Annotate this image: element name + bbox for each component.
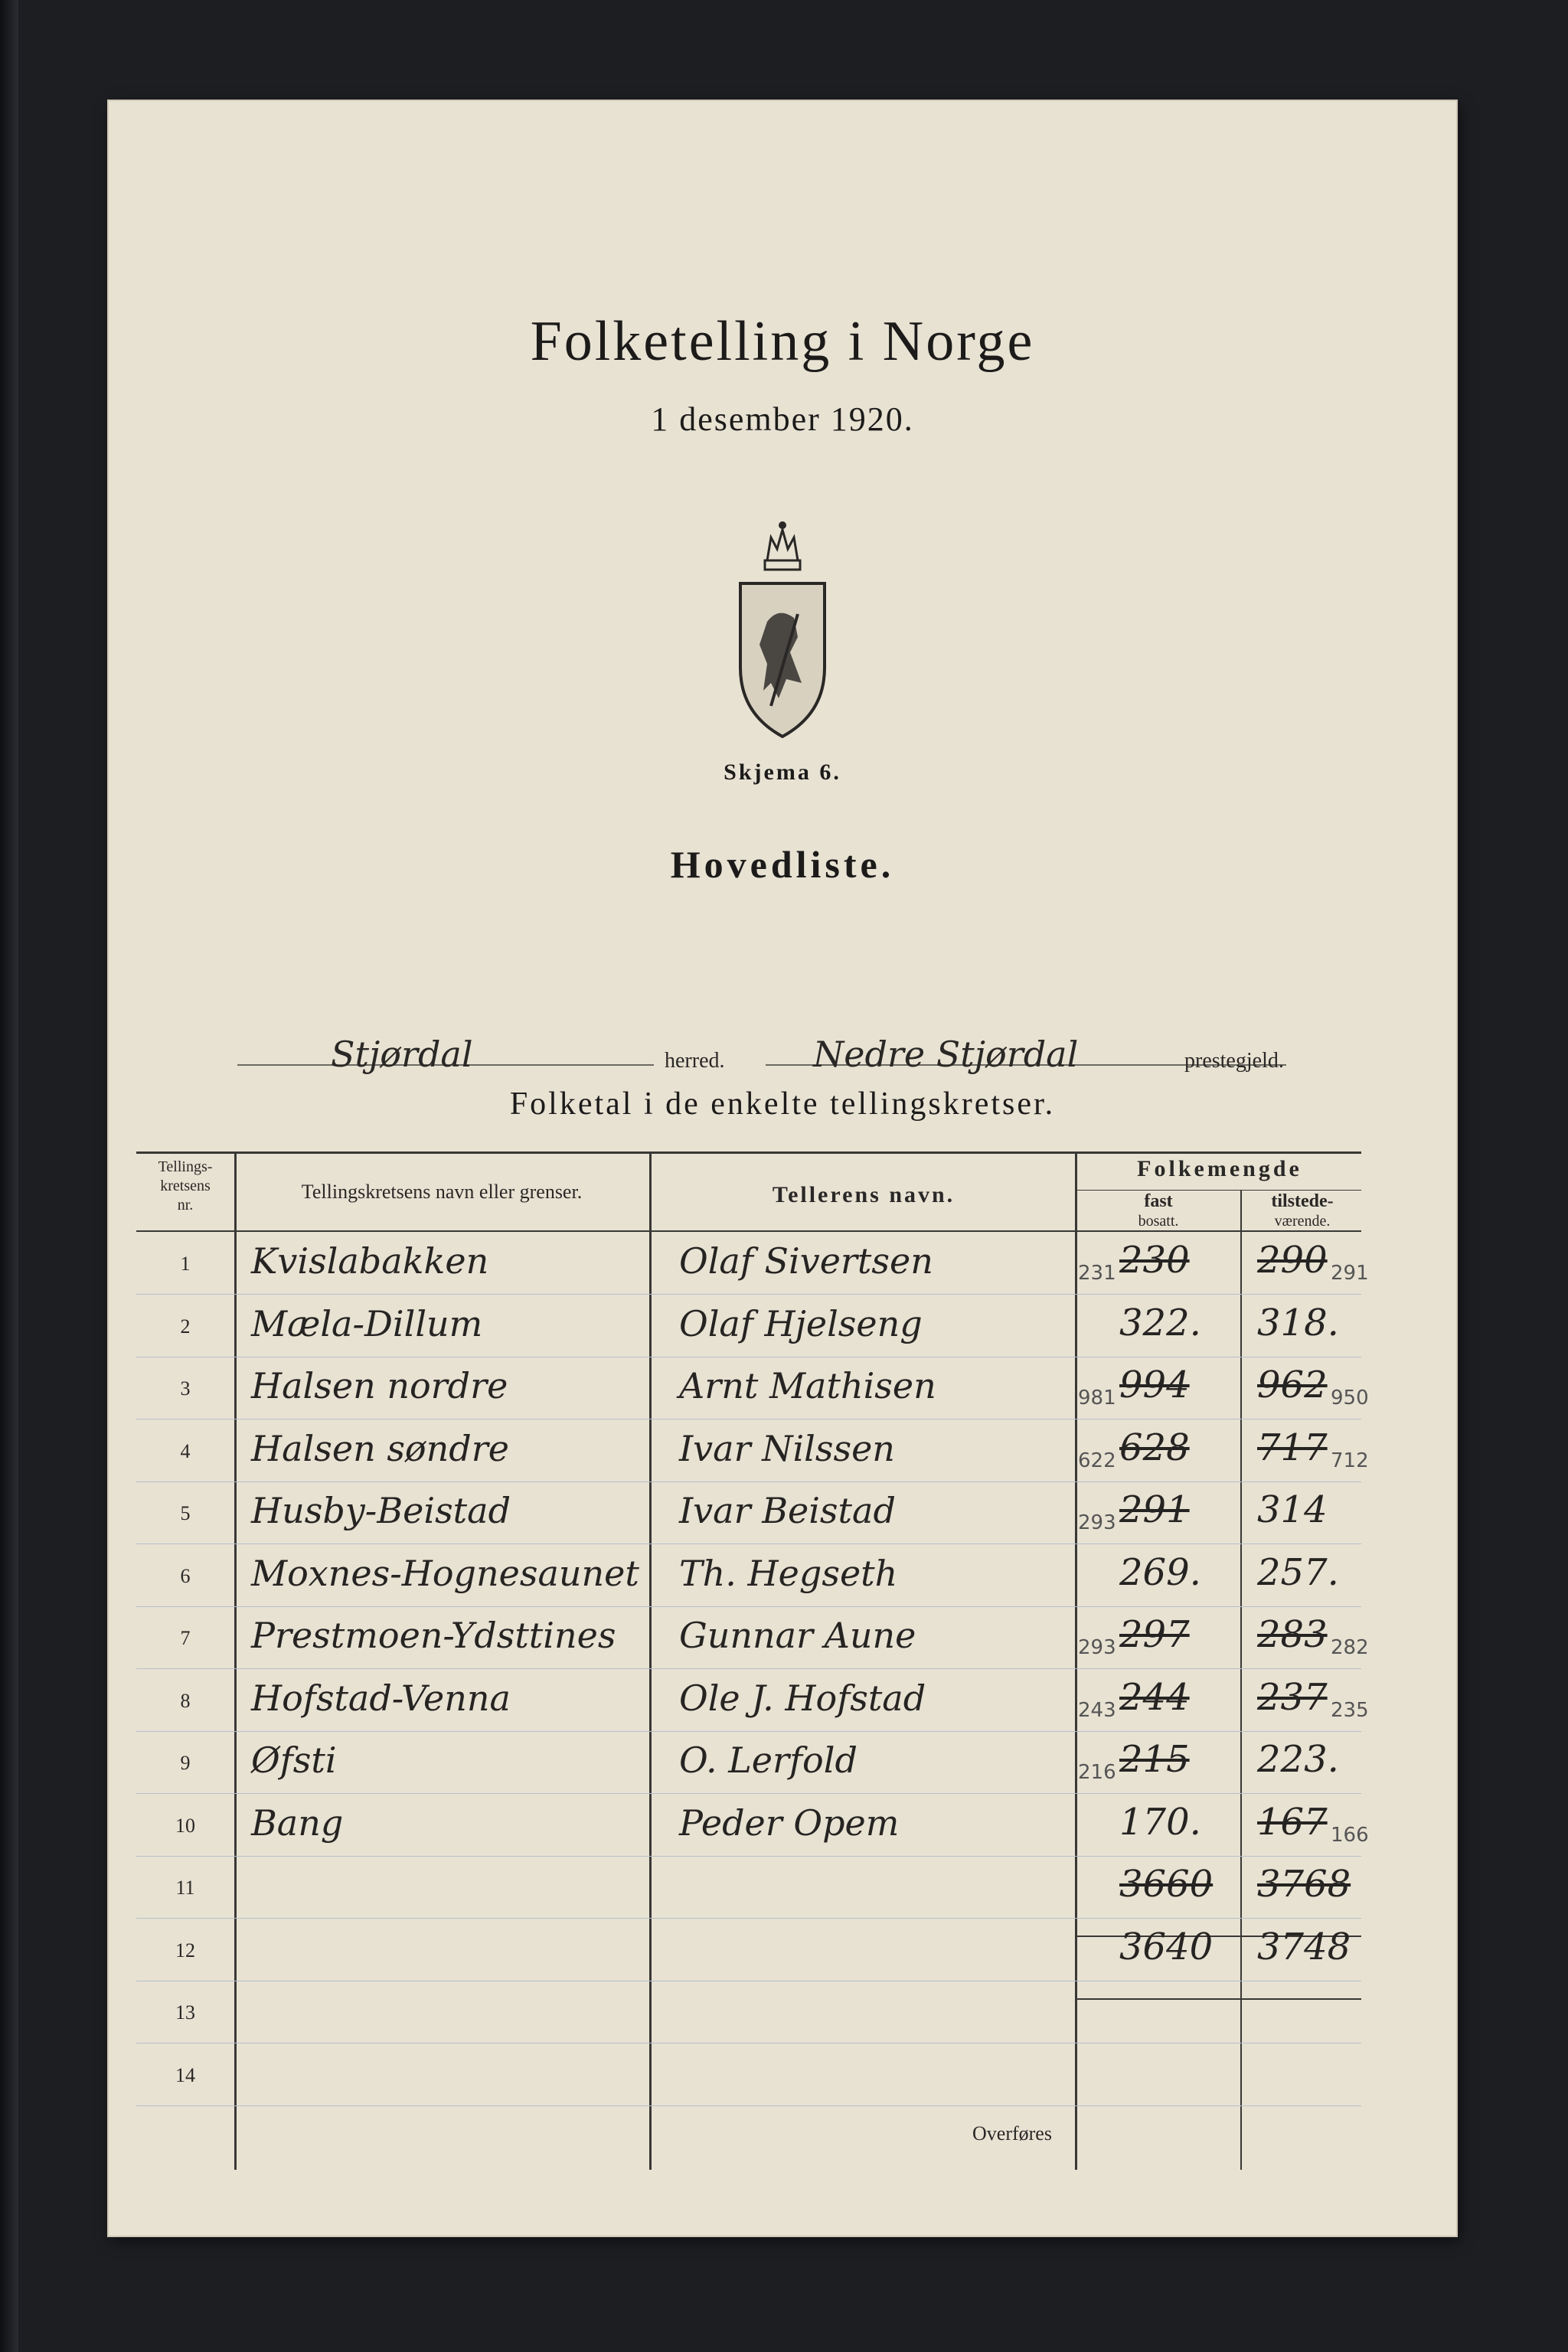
district-name: Prestmoen-Ydsttines xyxy=(251,1615,616,1656)
enumerator-name: Ole J. Hofstad xyxy=(679,1677,926,1719)
fast-pencil-correction: 622 xyxy=(1078,1449,1116,1472)
fast-pencil-correction: 216 xyxy=(1078,1761,1116,1784)
tilstedevaerende-value: 3748 xyxy=(1257,1925,1351,1968)
district-name: Halsen søndre xyxy=(251,1427,509,1469)
row-number: 9 xyxy=(180,1752,191,1774)
district-name: Mæla-Dillum xyxy=(251,1302,483,1344)
enumerator-name: Gunnar Aune xyxy=(679,1615,916,1656)
tilstedevaerende-value: 962 xyxy=(1257,1364,1328,1406)
list-heading: Hovedliste. xyxy=(670,843,895,886)
district-name: Hofstad-Venna xyxy=(251,1677,511,1719)
row-rule xyxy=(136,1793,1361,1794)
row-number: 7 xyxy=(180,1627,191,1649)
census-date: 1 desember 1920. xyxy=(651,400,914,438)
fast-bosatt-value: 3660 xyxy=(1119,1863,1214,1906)
row-number: 1 xyxy=(180,1253,191,1275)
fast-bosatt-value: 170. xyxy=(1119,1800,1201,1844)
carry-over-label: Overføres xyxy=(972,2122,1052,2145)
tilstedevaerende-value: 290 xyxy=(1257,1239,1328,1282)
tilstedevaerende-value: 283 xyxy=(1257,1613,1328,1656)
tilstedevaerende-value: 318. xyxy=(1257,1301,1339,1344)
row-number: 14 xyxy=(175,2063,195,2086)
column-header-bosatt: bosatt. xyxy=(1138,1213,1179,1230)
tilstedevaerende-value: 314 xyxy=(1257,1488,1328,1531)
schema-number: Skjema 6. xyxy=(724,760,841,785)
fast-bosatt-value: 215 xyxy=(1119,1738,1190,1781)
table-title: Folketal i de enkelte tellingskretser. xyxy=(509,1086,1056,1122)
fast-bosatt-value: 269. xyxy=(1119,1550,1201,1594)
tilstedevaerende-value: 3768 xyxy=(1257,1863,1351,1906)
tilst-pencil-correction: 950 xyxy=(1331,1387,1369,1410)
column-header-fast: fast xyxy=(1144,1191,1173,1211)
district-name: Kvislabakken xyxy=(251,1240,489,1282)
fast-bosatt-value: 297 xyxy=(1119,1613,1190,1656)
fast-bosatt-value: 230 xyxy=(1119,1239,1190,1282)
tilstedevaerende-value: 237 xyxy=(1257,1675,1328,1719)
district-name: Halsen nordre xyxy=(251,1365,508,1406)
row-rule xyxy=(136,1731,1361,1732)
tilst-pencil-correction: 235 xyxy=(1331,1698,1369,1722)
enumerator-name: Ivar Beistad xyxy=(679,1490,896,1531)
row-rule xyxy=(136,1856,1361,1857)
census-sheet xyxy=(109,101,1456,2236)
prestegjeld-label: prestegjeld. xyxy=(1184,1049,1284,1073)
fast-bosatt-value: 244 xyxy=(1119,1675,1190,1719)
enumerator-name: Arnt Mathisen xyxy=(679,1365,936,1406)
tilstedevaerende-value: 717 xyxy=(1257,1426,1328,1469)
row-number: 2 xyxy=(180,1315,191,1338)
fast-pencil-correction: 231 xyxy=(1078,1262,1116,1285)
fast-pencil-correction: 293 xyxy=(1078,1636,1116,1659)
row-rule xyxy=(136,1668,1361,1669)
tilstedevaerende-value: 167 xyxy=(1257,1800,1328,1844)
column-header-teller: Tellerens navn. xyxy=(772,1182,956,1207)
row-rule xyxy=(136,1606,1361,1607)
fast-bosatt-value: 322. xyxy=(1119,1301,1201,1344)
row-number: 3 xyxy=(180,1377,191,1400)
row-number: 8 xyxy=(180,1689,191,1712)
tilst-pencil-correction: 166 xyxy=(1331,1823,1369,1847)
row-number: 11 xyxy=(175,1877,195,1899)
page-title: Folketelling i Norge xyxy=(530,310,1035,373)
enumerator-name: Peder Opem xyxy=(679,1802,900,1844)
coat-of-arms-icon xyxy=(725,507,840,798)
prestegjeld-value: Nedre Stjørdal xyxy=(813,1034,1079,1075)
tilst-pencil-correction: 291 xyxy=(1331,1262,1369,1285)
row-number: 5 xyxy=(180,1502,191,1524)
fast-pencil-correction: 243 xyxy=(1078,1698,1116,1722)
fast-pencil-correction: 293 xyxy=(1078,1511,1116,1534)
row-rule xyxy=(136,1294,1361,1295)
tilst-pencil-correction: 712 xyxy=(1331,1449,1369,1472)
row-number: 12 xyxy=(175,1939,195,1962)
enumerator-name: Th. Hegseth xyxy=(679,1552,898,1594)
row-rule xyxy=(136,2105,1361,2106)
fast-bosatt-value: 291 xyxy=(1119,1488,1190,1531)
herred-label: herred. xyxy=(665,1049,725,1073)
fast-bosatt-value: 628 xyxy=(1119,1426,1190,1469)
column-header-folkemengde: Folkemengde xyxy=(1137,1156,1302,1181)
district-name: Øfsti xyxy=(251,1740,337,1781)
column-header-nr: Tellings- kretsens nr. xyxy=(158,1158,213,1214)
row-number: 13 xyxy=(175,2001,195,2024)
district-name: Husby-Beistad xyxy=(251,1490,511,1531)
enumerator-name: Olaf Sivertsen xyxy=(679,1240,933,1282)
enumerator-name: O. Lerfold xyxy=(679,1740,858,1781)
row-number: 10 xyxy=(175,1814,195,1837)
tilstedevaerende-value: 257. xyxy=(1257,1550,1339,1594)
enumerator-name: Ivar Nilssen xyxy=(679,1427,895,1469)
binder-edge xyxy=(0,0,18,2352)
column-header-vaerende: værende. xyxy=(1274,1213,1331,1230)
district-name: Bang xyxy=(251,1802,344,1844)
tilst-pencil-correction: 282 xyxy=(1331,1636,1369,1659)
district-name: Moxnes-Hognesaunet xyxy=(251,1552,639,1594)
row-number: 6 xyxy=(180,1564,191,1587)
column-header-tilstede: tilstede- xyxy=(1271,1191,1334,1211)
enumerator-name: Olaf Hjelseng xyxy=(679,1302,923,1344)
fast-pencil-correction: 981 xyxy=(1078,1387,1116,1410)
row-number: 4 xyxy=(180,1439,191,1462)
fast-bosatt-value: 994 xyxy=(1119,1364,1190,1406)
row-rule xyxy=(136,1918,1361,1919)
tilstedevaerende-value: 223. xyxy=(1257,1738,1339,1781)
herred-value: Stjørdal xyxy=(331,1034,473,1075)
column-header-name: Tellingskretsens navn eller grenser. xyxy=(301,1181,583,1203)
row-rule xyxy=(136,1481,1361,1482)
fast-bosatt-value: 3640 xyxy=(1119,1925,1214,1968)
